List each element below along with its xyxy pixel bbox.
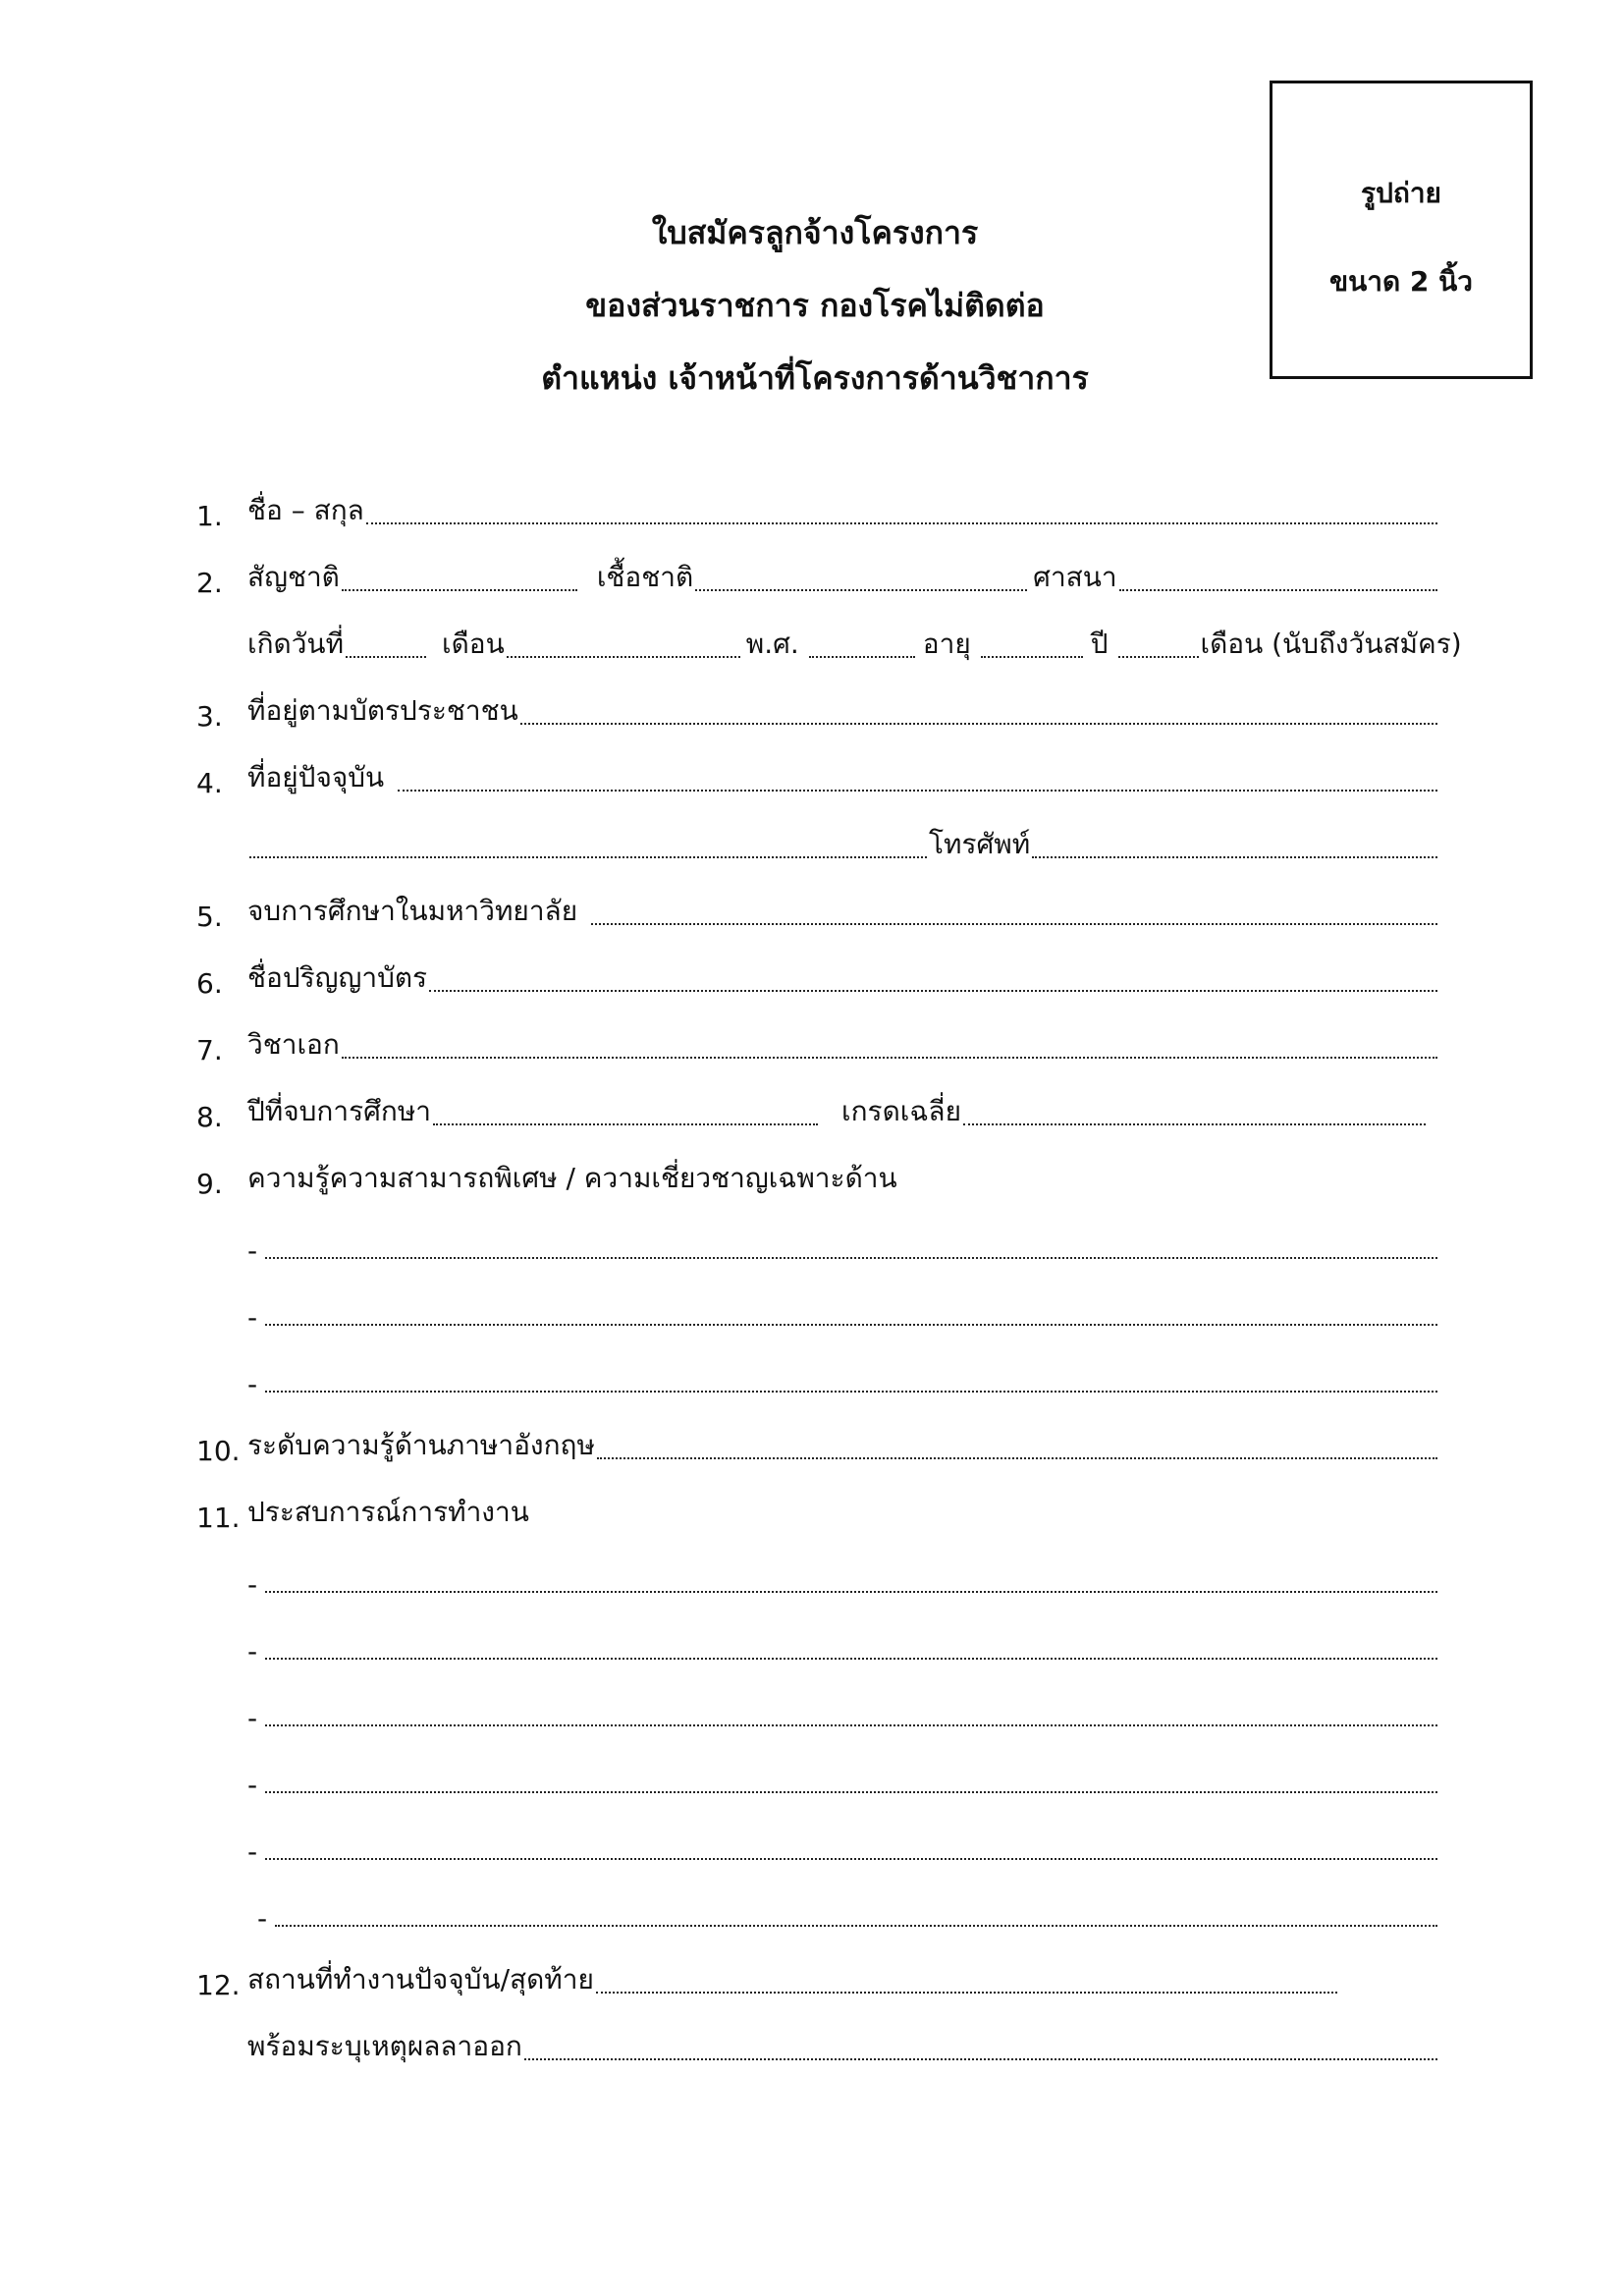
- phone-input[interactable]: [1032, 856, 1437, 858]
- experience-label: ประสบการณ์การทำงาน: [247, 1496, 529, 1528]
- race-input[interactable]: [695, 589, 1027, 591]
- english-label: ระดับความรู้ด้านภาษาอังกฤษ: [247, 1429, 595, 1461]
- field-number: 8.: [196, 1101, 223, 1133]
- bullet-dash: -: [247, 1769, 258, 1801]
- university-input[interactable]: [591, 923, 1437, 925]
- skills-input[interactable]: [265, 1391, 1437, 1393]
- nationality-input[interactable]: [342, 589, 577, 591]
- degree-input[interactable]: [429, 990, 1437, 992]
- field-university: [196, 890, 1439, 933]
- id-address-label: ที่อยู่ตามบัตรประชาชน: [247, 694, 518, 727]
- birth-month-label: เดือน: [442, 628, 505, 660]
- bullet-dash: -: [247, 1234, 258, 1267]
- religion-label: ศาสนา: [1033, 561, 1117, 593]
- gpa-input[interactable]: [963, 1123, 1426, 1125]
- resign-reason-label: พร้อมระบุเหตุผลลาออก: [247, 2030, 522, 2062]
- current-address-input-2[interactable]: [249, 856, 927, 858]
- experience-input[interactable]: [275, 1925, 1437, 1927]
- photo-size-label: ขนาด 2 นิ้ว: [1328, 265, 1474, 298]
- fullname-input[interactable]: [366, 522, 1437, 524]
- skills-input[interactable]: [265, 1257, 1437, 1259]
- fullname-label: ชื่อ – สกุล: [247, 494, 364, 526]
- field-number: 5.: [196, 901, 223, 933]
- birth-year-input[interactable]: [809, 656, 915, 658]
- field-resign-reason: [196, 2025, 1439, 2068]
- experience-input[interactable]: [265, 1658, 1437, 1660]
- field-current-address: [196, 756, 1439, 799]
- field-number: 12.: [196, 1969, 241, 2001]
- skills-line: [196, 1357, 1439, 1400]
- bullet-dash: -: [247, 1635, 258, 1667]
- field-english: [196, 1424, 1439, 1467]
- field-experience: [196, 1491, 1439, 1534]
- phone-label: โทรศัพท์: [929, 828, 1031, 860]
- birth-day-label: เกิดวันที่: [247, 628, 345, 660]
- photo-label: รูปถ่าย: [1361, 177, 1441, 209]
- experience-input[interactable]: [265, 1591, 1437, 1593]
- age-months-input[interactable]: [1118, 656, 1199, 658]
- field-degree: [196, 957, 1439, 1000]
- field-nationality: [196, 556, 1439, 599]
- form-title: ใบสมัครลูกจ้างโครงการ: [651, 214, 979, 251]
- major-input[interactable]: [342, 1057, 1437, 1059]
- field-phone: [196, 823, 1439, 866]
- bullet-dash: -: [247, 1368, 258, 1400]
- experience-line: [196, 1758, 1439, 1801]
- age-months-label: เดือน (นับถึงวันสมัคร): [1200, 628, 1462, 660]
- major-label: วิชาเอก: [247, 1028, 340, 1061]
- graduation-year-label: ปีที่จบการศึกษา: [247, 1095, 432, 1127]
- race-label: เชื้อชาติ: [596, 561, 694, 593]
- birth-month-input[interactable]: [507, 656, 740, 658]
- graduation-year-input[interactable]: [433, 1123, 818, 1125]
- university-label: จบการศึกษาในมหาวิทยาลัย: [247, 895, 578, 927]
- resign-reason-input[interactable]: [524, 2058, 1437, 2060]
- field-number: 10.: [196, 1435, 241, 1467]
- nationality-label: สัญชาติ: [247, 561, 340, 593]
- field-number: 4.: [196, 767, 223, 799]
- field-id-address: [196, 689, 1439, 733]
- age-label: อายุ: [922, 628, 971, 660]
- experience-line: [196, 1825, 1439, 1868]
- workplace-label: สถานที่ทำงานปัจจุบัน/สุดท้าย: [247, 1963, 594, 1995]
- experience-line: [196, 1891, 1439, 1935]
- bullet-dash: -: [247, 1835, 258, 1868]
- field-number: 1.: [196, 500, 223, 532]
- field-number: 2.: [196, 567, 223, 599]
- current-address-input[interactable]: [398, 790, 1437, 792]
- bullet-dash: -: [247, 1568, 258, 1601]
- religion-input[interactable]: [1119, 589, 1437, 591]
- field-major: [196, 1023, 1439, 1066]
- current-address-label: ที่อยู่ปัจจุบัน: [247, 761, 385, 793]
- skills-line: [196, 1224, 1439, 1267]
- degree-label: ชื่อปริญญาบัตร: [247, 961, 428, 994]
- bullet-dash: -: [247, 1301, 258, 1334]
- field-workplace: [196, 1958, 1339, 2001]
- age-years-input[interactable]: [981, 656, 1083, 658]
- bullet-dash: -: [247, 1702, 258, 1734]
- photo-box: [1270, 81, 1533, 379]
- skills-line: [196, 1290, 1439, 1334]
- field-fullname: [196, 489, 1439, 532]
- experience-input[interactable]: [265, 1791, 1437, 1793]
- experience-line: [196, 1691, 1439, 1734]
- gpa-label: เกรดเฉลี่ย: [841, 1095, 961, 1127]
- workplace-input[interactable]: [596, 1992, 1337, 1994]
- experience-line: [196, 1558, 1439, 1601]
- form-position: ตำแหน่ง เจ้าหน้าที่โครงการด้านวิชาการ: [541, 359, 1089, 397]
- field-number: 3.: [196, 700, 223, 733]
- field-graduation: [196, 1090, 1428, 1133]
- skills-input[interactable]: [265, 1324, 1437, 1326]
- form-department: ของส่วนราชการ กองโรคไม่ติดต่อ: [585, 287, 1045, 324]
- field-birth-age: [196, 623, 1487, 666]
- english-input[interactable]: [597, 1457, 1437, 1459]
- field-number: 7.: [196, 1034, 223, 1066]
- field-number: 9.: [196, 1168, 223, 1200]
- experience-input[interactable]: [265, 1724, 1437, 1726]
- age-years-label: ปี: [1090, 628, 1109, 660]
- bullet-dash: -: [257, 1902, 268, 1935]
- experience-line: [196, 1624, 1439, 1667]
- skills-label: ความรู้ความสามารถพิเศษ / ความเชี่ยวชาญเฉพาะด้าน: [247, 1162, 897, 1194]
- field-skills: [196, 1157, 1439, 1200]
- id-address-input[interactable]: [520, 723, 1437, 725]
- experience-input[interactable]: [265, 1858, 1437, 1860]
- birth-year-label: พ.ศ.: [745, 628, 799, 660]
- field-number: 11.: [196, 1502, 241, 1534]
- birth-day-input[interactable]: [346, 656, 426, 658]
- field-number: 6.: [196, 967, 223, 1000]
